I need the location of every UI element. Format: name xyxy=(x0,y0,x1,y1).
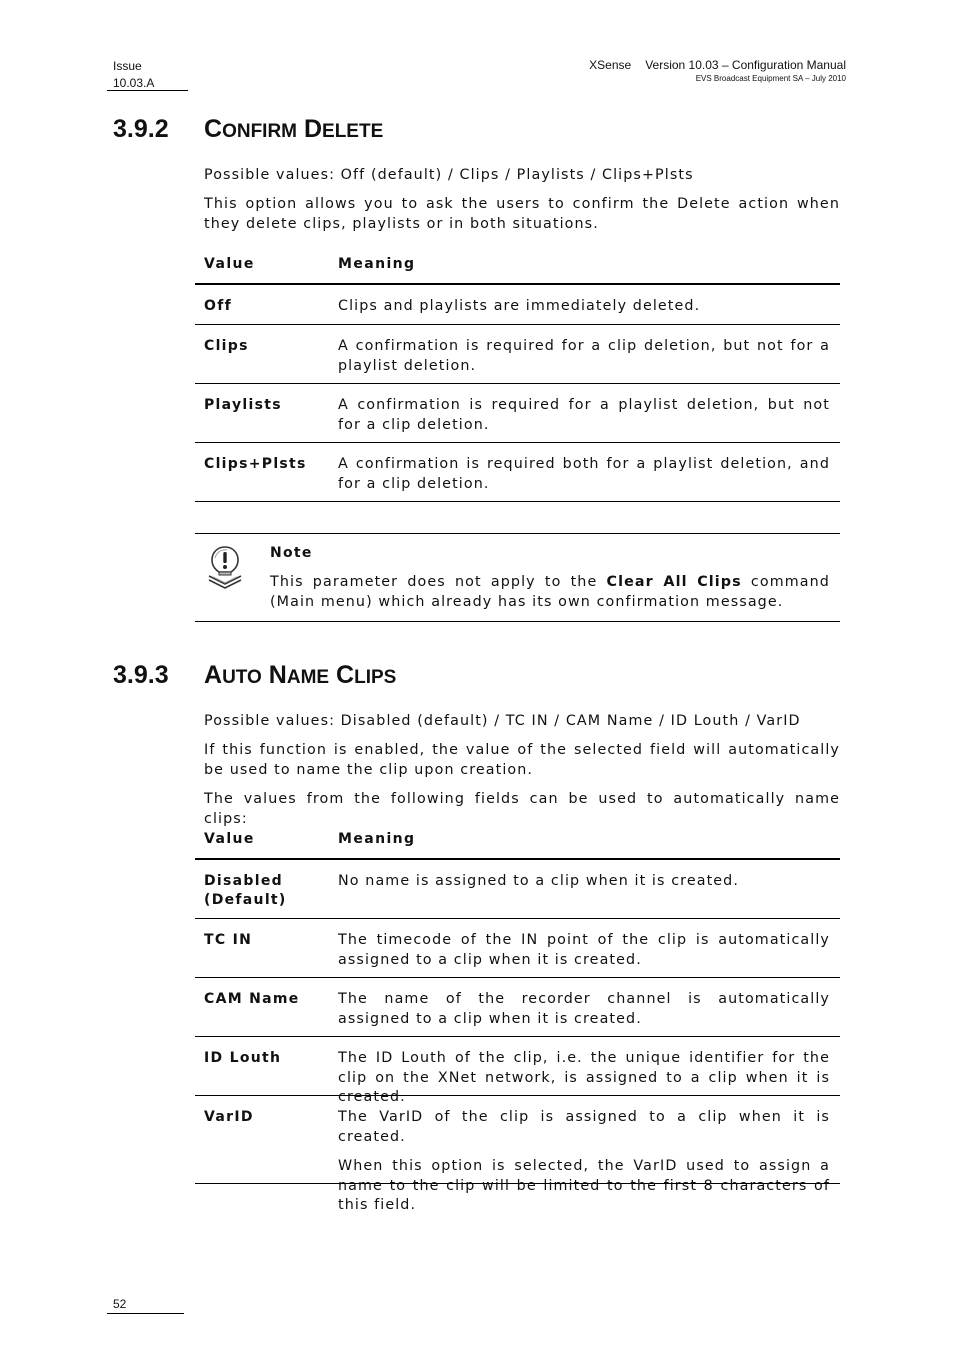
cell-value: TC IN xyxy=(204,932,253,948)
column-header-value: Value xyxy=(204,256,255,272)
possible-values-text: Possible values: Off (default) / Clips / Playlists / Clips+Plsts xyxy=(204,167,694,183)
confirm-delete-table xyxy=(195,252,840,502)
issue-label: Issue xyxy=(113,59,142,73)
note-text: This parameter does not apply to the Clear All Clips command (Main menu) which already has its own confirmation message. xyxy=(270,574,830,610)
table-row xyxy=(195,860,840,919)
cell-value: ID Louth xyxy=(204,1050,282,1066)
cell-value: Off xyxy=(204,298,232,314)
section-intro: The values from the following fields can be used to automatically name clips: xyxy=(204,791,840,827)
cell-meaning: The timecode of the IN point of the clip is automatically assigned to a clip when it is created. xyxy=(338,932,830,968)
footer-divider xyxy=(107,1313,184,1314)
table-row xyxy=(195,919,840,978)
possible-values-text: Possible values: Disabled (default) / TC IN / CAM Name / ID Louth / VarID xyxy=(204,713,801,729)
cell-value: CAM Name xyxy=(204,991,300,1007)
column-header-value: Value xyxy=(204,831,255,847)
cell-meaning: The name of the recorder channel is automatically assigned to a clip when it is created. xyxy=(338,991,830,1027)
column-header-meaning: Meaning xyxy=(338,256,416,272)
table-row xyxy=(195,978,840,1037)
section-number: 3.9.3 xyxy=(113,661,169,689)
cell-value: Clips+Plsts xyxy=(204,456,307,472)
header-issue xyxy=(113,58,154,92)
cell-meaning: The VarID of the clip is assigned to a clip when it is created. When this option is selected, the VarID used to assign a name to the clip will be limited to the first 8 characters of this field. xyxy=(338,1108,830,1216)
publisher: EVS Broadcast Equipment SA – July 2010 xyxy=(695,74,846,83)
table-row xyxy=(195,325,840,384)
cell-meaning: A confirmation is required for a playlist deletion, but not for a clip deletion. xyxy=(338,397,830,433)
section-description: This option allows you to ask the users to confirm the Delete action when they delete clips, playlists or in both situations. xyxy=(204,196,840,232)
note-title: Note xyxy=(270,545,313,561)
column-header-meaning: Meaning xyxy=(338,831,416,847)
table-row xyxy=(195,443,840,502)
section-description: If this function is enabled, the value of the selected field will automatically be used to name the clip upon creation. xyxy=(204,742,840,778)
section-title: CONFIRM DELETE xyxy=(204,115,384,143)
cell-meaning: The ID Louth of the clip, i.e. the unique identifier for the clip on the XNet network, is assigned to a clip when it is created. xyxy=(338,1050,830,1105)
cell-meaning: Clips and playlists are immediately deleted. xyxy=(338,298,701,314)
note-box xyxy=(195,533,840,622)
cell-meaning: No name is assigned to a clip when it is created. xyxy=(338,873,739,889)
cell-meaning-extra: When this option is selected, the VarID used to assign a name to the clip will be limited to the first 8 characters of this field. xyxy=(338,1158,830,1213)
table-header xyxy=(195,252,840,285)
auto-name-clips-table xyxy=(195,827,840,1213)
table-row xyxy=(195,285,840,325)
product-name: XSense xyxy=(589,58,632,72)
note-emphasis: Clear All Clips xyxy=(606,574,742,590)
cell-meaning: A confirmation is required both for a playlist deletion, and for a clip deletion. xyxy=(338,456,830,492)
table-header xyxy=(195,827,840,860)
section-heading-confirm-delete xyxy=(113,115,383,144)
section-number: 3.9.2 xyxy=(113,115,169,143)
manual-title: Version 10.03 – Configuration Manual xyxy=(645,58,846,72)
issue-number: 10.03.A xyxy=(113,76,155,90)
header-manual-info xyxy=(589,58,846,85)
note-warning-icon xyxy=(207,546,243,592)
table-row xyxy=(195,1096,840,1213)
page-number: 52 xyxy=(113,1297,127,1311)
table-row xyxy=(195,1037,840,1105)
cell-value: Disabled (Default) xyxy=(204,873,287,908)
cell-value: Playlists xyxy=(204,397,282,413)
cell-value: Clips xyxy=(204,338,249,354)
table-row xyxy=(195,384,840,443)
cell-value: VarID xyxy=(204,1109,254,1125)
header-left-divider xyxy=(107,90,188,91)
cell-meaning: A confirmation is required for a clip deletion, but not for a playlist deletion. xyxy=(338,338,830,374)
section-heading-auto-name-clips xyxy=(113,661,396,690)
section-title: AUTO NAME CLIPS xyxy=(204,661,397,689)
